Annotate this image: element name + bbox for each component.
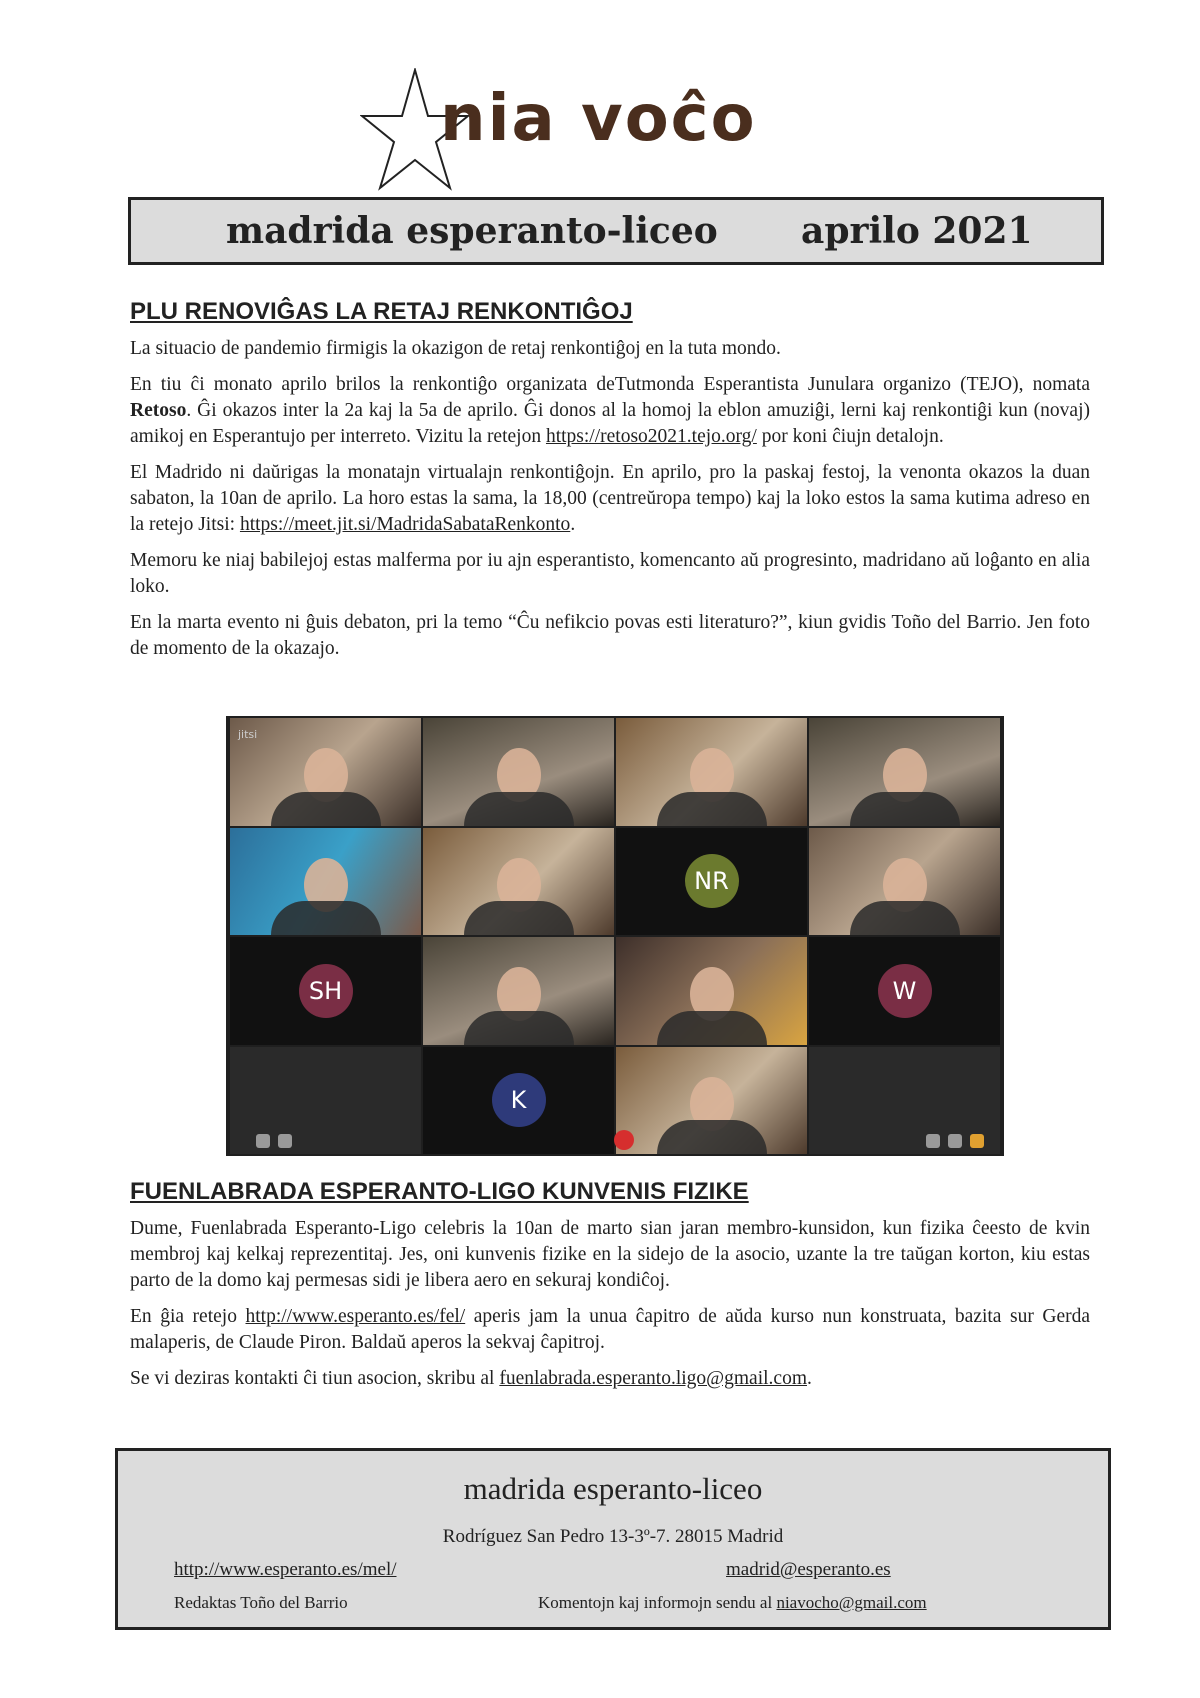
paragraph: El Madrido ni daŭrigas la monatajn virtualajn renkontiĝojn. En aprilo, pro la paskaj festoj, la venonta okazos la duan sabaton, la 10an de aprilo. La horo estas la sama, la 18,00 (centreŭropa tempo) kaj la loko estos la sama kutima adreso en la retejo Jitsi: https://meet.jit.si/MadridaSabataRenkonto. [130, 462, 1090, 535]
banner-date: aprilo 2021 [801, 210, 1033, 252]
footer-email-link[interactable]: madrid@esperanto.es [726, 1559, 891, 1580]
footer-address: Rodríguez San Pedro 13-3º-7. 28015 Madrid [442, 1526, 784, 1547]
footer-comments: Komentojn kaj informojn sendu al niavocho@gmail.com [538, 1593, 927, 1612]
jitsi-link[interactable]: https://meet.jit.si/MadridaSabataRenkonto [239, 514, 571, 535]
retoso-name: Retoso [130, 400, 187, 421]
paragraph: En ĝia retejo http://www.esperanto.es/fel/ aperis jam la unua ĉapitro de aŭda kurso nun konstruata, bazita sur Gerda malaperis, de Claude Piron. Baldaŭ aperos la sekvaj ĉapitroj. [130, 1306, 1091, 1353]
newsletter-title: nia voĉo [440, 82, 757, 156]
banner-org: madrida esperanto-liceo [226, 210, 718, 252]
grid-icon [926, 1134, 940, 1148]
footer-editor: Redaktas Toño del Barrio [174, 1593, 348, 1612]
paragraph: Dume, Fuenlabrada Esperanto-Ligo celebris la 10an de marto sian jaran membro-kunsidon, kun fizika ĉeesto de kvin membroj kaj kelkaj reprezentitaj. Jes, oni kunvenis fizike en la sidejo de la asocio, uzante la tre taŭgan korton, kiu estas parto de la domo kaj permesas sidi je libera aero en sekuraj kondiĉoj. [130, 1218, 1090, 1291]
avatar: K [492, 1073, 546, 1127]
shield-icon [970, 1134, 984, 1148]
participant-video [616, 718, 807, 826]
article-heading: PLU RENOVIĜAS LA RETAJ RENKONTIĜOJ [130, 298, 633, 325]
article-heading: FUENLABRADA ESPERANTO-LIGO KUNVENIS FIZIKE [130, 1178, 749, 1205]
participant-video [809, 828, 1000, 936]
paragraph: Memoru ke niaj babilejoj estas malferma por iu ajn esperantisto, komencanto aŭ progresinto, madridano aŭ loĝanto en alia loko. [130, 550, 1090, 597]
comments-email-link[interactable]: niavocho@gmail.com [776, 1593, 927, 1612]
chat-icon [278, 1134, 292, 1148]
settings-icon [948, 1134, 962, 1148]
participant-avatar-tile [423, 1047, 614, 1155]
footer-org: madrida esperanto-liceo [463, 1471, 763, 1506]
footer-website-link[interactable]: http://www.esperanto.es/mel/ [174, 1559, 397, 1580]
article-fuenlabrada [130, 1178, 1090, 1402]
participant-avatar-tile [616, 828, 807, 936]
article-online-meetings [130, 298, 1090, 672]
participant-video [423, 718, 614, 826]
header-banner [128, 197, 1104, 265]
retoso-link[interactable]: https://retoso2021.tejo.org/ [545, 426, 757, 447]
paragraph: Se vi deziras kontakti ĉi tiun asocion, skribu al fuenlabrada.esperanto.ligo@gmail.com. [130, 1368, 812, 1389]
avatar: SH [299, 964, 353, 1018]
participant-video [809, 718, 1000, 826]
mic-icon [256, 1134, 270, 1148]
participant-avatar-tile [230, 937, 421, 1045]
hangup-icon [614, 1130, 634, 1150]
paragraph: La situacio de pandemio firmigis la okazigon de retaj renkontiĝoj en la tuta mondo. [130, 338, 781, 359]
avatar: W [878, 964, 932, 1018]
participant-video [423, 937, 614, 1045]
participant-avatar-tile [809, 937, 1000, 1045]
masthead [360, 62, 780, 192]
footer-box [115, 1448, 1111, 1630]
avatar: NR [685, 854, 739, 908]
paragraph: En tiu ĉi monato aprilo brilos la renkontiĝo organizata deTutmonda Esperantista Junulara organizo (TEJO), nomata Retoso. Ĝi okazos inter la 2a kaj la 5a de aprilo. Ĝi donos al la homoj la eblon amuziĝi, lerni kaj renkontiĝi kun (novaj) amikoj en Esperantujo per interreto. Vizitu la retejon https://retoso2021.tejo.org/ por koni ĉiujn detalojn. [130, 374, 1090, 447]
meeting-photo [226, 716, 1004, 1156]
fel-email-link[interactable]: fuenlabrada.esperanto.ligo@gmail.com [499, 1368, 807, 1389]
participant-video [230, 718, 421, 826]
fel-link[interactable]: http://www.esperanto.es/fel/ [245, 1306, 466, 1327]
participant-video [616, 1047, 807, 1155]
paragraph: En la marta evento ni ĝuis debaton, pri la temo “Ĉu nefikcio povas esti literaturo?”, kiun gvidis Toño del Barrio. Jen foto de momento de la okazajo. [130, 612, 1090, 659]
participant-video [616, 937, 807, 1045]
participant-video [230, 828, 421, 936]
participant-video [423, 828, 614, 936]
app-label: jitsi [238, 728, 258, 741]
